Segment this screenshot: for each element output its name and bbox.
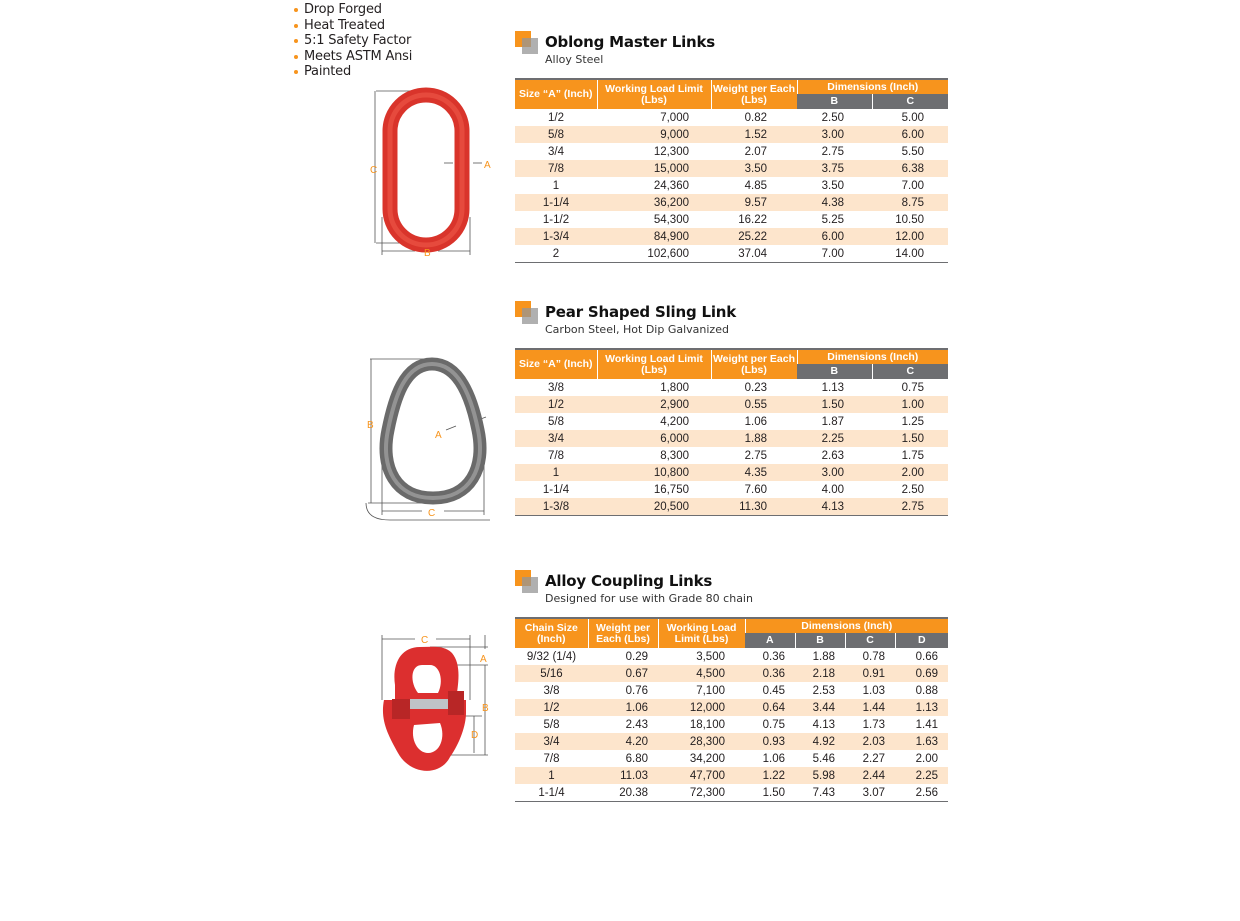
feature-text: Painted <box>304 64 352 79</box>
table-cell: 5/16 <box>515 665 588 682</box>
table-cell: 1.88 <box>711 430 797 447</box>
table-cell: 6.38 <box>872 160 948 177</box>
table-cell: 4,200 <box>660 415 689 428</box>
dim-label-c: C <box>370 165 378 176</box>
table-cell: 84,900 <box>597 228 711 245</box>
dim-label-b: B <box>482 703 489 714</box>
dim-label-a: A <box>480 654 487 665</box>
col-header-wll: Working Load Limit (Lbs) <box>597 79 711 109</box>
dim-label-c: C <box>421 635 429 646</box>
table-cell: 1,800 <box>660 381 689 394</box>
feature-item <box>292 2 412 18</box>
col-header-weight: Weight per Each (Lbs) <box>711 349 797 379</box>
feature-text: Meets ASTM Ansi <box>304 48 413 64</box>
table-cell: 2.75 <box>821 145 844 158</box>
table-cell: 7,000 <box>660 111 689 124</box>
table-cell: 1.63 <box>895 733 948 750</box>
table-cell: 12.00 <box>872 228 948 245</box>
table-cell: 5/8 <box>548 415 564 428</box>
table-row <box>515 160 948 177</box>
table-cell: 4.38 <box>797 194 872 211</box>
col-header-dimensions: Dimensions (Inch) <box>797 349 948 364</box>
feature-item <box>292 18 412 34</box>
section-title: Oblong Master Links <box>545 33 715 51</box>
spec-table <box>515 617 948 802</box>
table-cell: 2.07 <box>744 145 767 158</box>
table-cell: 0.69 <box>895 665 948 682</box>
col-header-d: D <box>895 633 948 648</box>
oblong-master-link-illustration <box>360 85 500 265</box>
table-cell: 2.03 <box>845 733 895 750</box>
table-cell: 1-1/4 <box>515 194 597 211</box>
table-cell: 1-1/4 <box>542 483 570 496</box>
table-cell: 3/8 <box>543 684 560 697</box>
table-cell: 7,100 <box>696 684 725 697</box>
col-header-size: Size “A” (Inch) <box>515 349 597 379</box>
table-cell: 2 <box>515 245 597 263</box>
table-cell: 0.66 <box>915 650 938 663</box>
table-cell: 3.00 <box>797 126 872 143</box>
table-row <box>515 379 948 396</box>
table-cell: 1.44 <box>845 699 895 716</box>
table-cell: 25.22 <box>711 228 797 245</box>
table-cell: 1/2 <box>548 111 564 124</box>
table-row <box>515 699 948 716</box>
feature-text: Drop Forged <box>304 2 382 17</box>
feature-text: 5:1 Safety Factor <box>304 33 412 48</box>
table-row <box>515 481 948 498</box>
table-cell: 12,000 <box>658 699 745 716</box>
table-cell: 3/8 <box>548 381 564 394</box>
bullet-icon <box>294 24 298 28</box>
table-cell: 0.91 <box>845 665 895 682</box>
table-cell: 0.93 <box>745 733 795 750</box>
coupling-link-illustration <box>370 625 500 795</box>
table-row <box>515 665 948 682</box>
pear-link-illustration <box>360 350 500 530</box>
table-cell: 15,000 <box>597 160 711 177</box>
table-cell: 1-1/2 <box>542 213 570 226</box>
pear-link-shape <box>386 364 480 498</box>
section-subtitle: Carbon Steel, Hot Dip Galvanized <box>545 323 729 336</box>
table-cell: 3,500 <box>696 650 725 663</box>
table-cell: 4.85 <box>744 179 767 192</box>
table-cell: 1.22 <box>745 767 795 784</box>
table-cell: 10.50 <box>895 213 924 226</box>
table-cell: 2.50 <box>901 483 924 496</box>
table-row <box>515 194 948 211</box>
table-cell: 1/2 <box>515 396 597 413</box>
table-cell: 11.30 <box>711 498 797 516</box>
bullet-icon <box>294 70 298 74</box>
table-cell: 2.50 <box>821 111 844 124</box>
table-cell: 0.23 <box>744 381 767 394</box>
table-cell: 37.04 <box>711 245 797 263</box>
feature-item <box>292 33 412 49</box>
table-row <box>515 447 948 464</box>
table-cell: 12,300 <box>653 145 689 158</box>
table-cell: 2.75 <box>872 498 948 516</box>
section-square-icon <box>515 31 539 55</box>
table-cell: 1-3/4 <box>515 228 597 245</box>
table-cell: 3/4 <box>548 145 564 158</box>
table-cell: 7/8 <box>515 160 597 177</box>
table-cell: 1.50 <box>797 396 872 413</box>
table-cell: 2.44 <box>845 767 895 784</box>
table-cell: 2.27 <box>862 752 885 765</box>
bullet-icon <box>294 8 298 12</box>
table-cell: 4.00 <box>821 483 844 496</box>
table-cell: 0.45 <box>762 684 785 697</box>
table-cell: 1.13 <box>895 699 948 716</box>
table-cell: 5.25 <box>821 213 844 226</box>
table-cell: 3.50 <box>711 160 797 177</box>
dim-label-b: B <box>424 248 431 259</box>
table-cell: 0.82 <box>744 111 767 124</box>
table-cell: 1 <box>515 767 588 784</box>
spec-table <box>515 348 948 516</box>
table-cell: 9/32 (1/4) <box>526 650 577 663</box>
table-cell: 5.00 <box>901 111 924 124</box>
table-cell: 1.50 <box>872 430 948 447</box>
table-cell: 4,500 <box>658 665 745 682</box>
table-cell: 2,900 <box>597 396 711 413</box>
section-square-icon <box>515 301 539 325</box>
table-cell: 0.88 <box>915 684 938 697</box>
table-cell: 6.00 <box>797 228 872 245</box>
table-cell: 54,300 <box>653 213 689 226</box>
table-row <box>515 733 948 750</box>
table-cell: 0.64 <box>745 699 795 716</box>
table-cell: 0.75 <box>762 718 785 731</box>
col-header-b: B <box>797 364 872 379</box>
dim-label-d: D <box>471 730 479 741</box>
col-header-weight: Weight per Each (Lbs) <box>588 618 658 648</box>
table-cell: 7.60 <box>744 483 767 496</box>
coupling-pin <box>410 699 448 709</box>
table-cell: 3.50 <box>821 179 844 192</box>
feature-list <box>292 2 412 80</box>
table-row <box>515 143 948 160</box>
table-cell: 7.43 <box>795 784 845 802</box>
bullet-icon <box>294 55 298 59</box>
table-cell: 4.35 <box>711 464 797 481</box>
table-cell: 5/8 <box>515 126 597 143</box>
table-cell: 1.41 <box>915 718 938 731</box>
table-row <box>515 177 948 194</box>
table-cell: 1.00 <box>872 396 948 413</box>
table-cell: 5.46 <box>812 752 835 765</box>
table-row <box>515 784 948 802</box>
col-header-b: B <box>797 94 872 109</box>
table-cell: 0.67 <box>588 665 658 682</box>
table-cell: 2.00 <box>915 752 938 765</box>
table-cell: 1.88 <box>812 650 835 663</box>
table-cell: 34,200 <box>689 752 725 765</box>
table-cell: 47,700 <box>658 767 745 784</box>
table-cell: 2.00 <box>872 464 948 481</box>
table-cell: 102,600 <box>597 245 711 263</box>
table-row <box>515 682 948 699</box>
table-row <box>515 245 948 263</box>
table-cell: 5/8 <box>543 718 560 731</box>
table-cell: 2.43 <box>625 718 648 731</box>
table-cell: 3.75 <box>797 160 872 177</box>
table-cell: 0.78 <box>862 650 885 663</box>
table-cell: 1-1/4 <box>515 784 588 802</box>
col-header-size: Size “A” (Inch) <box>515 79 597 109</box>
table-cell: 3/4 <box>515 430 597 447</box>
table-cell: 16,750 <box>653 483 689 496</box>
feature-item <box>292 49 412 65</box>
section-title: Alloy Coupling Links <box>545 572 713 590</box>
col-header-c: C <box>872 94 948 109</box>
dim-label-a: A <box>435 430 442 441</box>
dim-label-b: B <box>367 420 374 431</box>
table-cell: 5.98 <box>795 767 845 784</box>
table-row <box>515 750 948 767</box>
table-cell: 14.00 <box>872 245 948 263</box>
table-cell: 18,100 <box>689 718 725 731</box>
table-cell: 20.38 <box>588 784 658 802</box>
table-cell: 0.76 <box>625 684 648 697</box>
table-cell: 28,300 <box>658 733 745 750</box>
table-cell: 2.75 <box>744 449 767 462</box>
table-cell: 3.44 <box>795 699 845 716</box>
table-row <box>515 396 948 413</box>
col-header-weight: Weight per Each (Lbs) <box>711 79 797 109</box>
table-cell: 0.75 <box>901 381 924 394</box>
section-square-icon <box>515 570 539 594</box>
col-header-chain-size: Chain Size (Inch) <box>515 618 588 648</box>
col-header-b: B <box>795 633 845 648</box>
table-cell: 1 <box>515 464 597 481</box>
section-subtitle: Designed for use with Grade 80 chain <box>545 592 753 605</box>
table-cell: 7/8 <box>543 752 560 765</box>
table-cell: 0.36 <box>762 650 785 663</box>
table-cell: 2.63 <box>821 449 844 462</box>
table-row <box>515 716 948 733</box>
table-row <box>515 413 948 430</box>
oblong-link-shape <box>390 95 462 245</box>
table-cell: 1.06 <box>588 699 658 716</box>
table-cell: 2.25 <box>797 430 872 447</box>
col-header-wll: Working Load Limit (Lbs) <box>658 618 745 648</box>
table-body <box>515 379 948 516</box>
table-cell: 1.50 <box>745 784 795 802</box>
col-header-a: A <box>745 633 795 648</box>
feature-item <box>292 64 412 80</box>
table-cell: 0.36 <box>745 665 795 682</box>
table-row <box>515 211 948 228</box>
table-cell: 5.50 <box>901 145 924 158</box>
table-cell: 11.03 <box>588 767 658 784</box>
feature-text: Heat Treated <box>304 17 385 33</box>
table-cell: 9.57 <box>711 194 797 211</box>
dim-label-c: C <box>428 508 436 519</box>
table-row <box>515 126 948 143</box>
table-cell: 8,300 <box>660 449 689 462</box>
table-cell: 1.73 <box>862 718 885 731</box>
table-cell: 0.55 <box>711 396 797 413</box>
table-cell: 4.13 <box>797 498 872 516</box>
table-body <box>515 648 948 802</box>
spec-table <box>515 78 948 263</box>
bullet-icon <box>294 39 298 43</box>
table-cell: 3/4 <box>515 733 588 750</box>
dim-label-a: A <box>484 160 491 171</box>
table-cell: 6.00 <box>872 126 948 143</box>
col-header-dimensions: Dimensions (Inch) <box>797 79 948 94</box>
section-title: Pear Shaped Sling Link <box>545 303 737 321</box>
table-cell: 1 <box>552 179 560 192</box>
table-cell: 1.25 <box>901 415 924 428</box>
table-cell: 20,500 <box>597 498 711 516</box>
table-row <box>515 464 948 481</box>
table-row <box>515 430 948 447</box>
table-cell: 36,200 <box>597 194 711 211</box>
table-cell: 6,000 <box>597 430 711 447</box>
table-cell: 2.56 <box>895 784 948 802</box>
table-cell: 9,000 <box>597 126 711 143</box>
table-cell: 1.52 <box>711 126 797 143</box>
table-row <box>515 498 948 516</box>
table-cell: 24,360 <box>653 179 689 192</box>
table-body <box>515 109 948 263</box>
table-cell: 16.22 <box>738 213 767 226</box>
table-cell: 72,300 <box>658 784 745 802</box>
table-row <box>515 109 948 126</box>
table-cell: 2.25 <box>895 767 948 784</box>
table-row <box>515 767 948 784</box>
col-header-c: C <box>845 633 895 648</box>
table-cell: 8.75 <box>872 194 948 211</box>
table-cell: 3.07 <box>845 784 895 802</box>
col-header-wll: Working Load Limit (Lbs) <box>597 349 711 379</box>
table-cell: 4.20 <box>588 733 658 750</box>
table-cell: 2.18 <box>795 665 845 682</box>
table-cell: 7.00 <box>901 179 924 192</box>
table-cell: 1.06 <box>744 415 767 428</box>
table-cell: 4.92 <box>795 733 845 750</box>
table-row <box>515 228 948 245</box>
col-header-c: C <box>872 364 948 379</box>
table-cell: 1/2 <box>515 699 588 716</box>
table-cell: 2.53 <box>812 684 835 697</box>
table-cell: 1.75 <box>901 449 924 462</box>
table-cell: 3.00 <box>797 464 872 481</box>
table-cell: 7.00 <box>797 245 872 263</box>
table-row <box>515 648 948 665</box>
table-cell: 7/8 <box>548 449 564 462</box>
table-cell: 6.80 <box>625 752 648 765</box>
table-cell: 0.29 <box>625 650 648 663</box>
col-header-dimensions: Dimensions (Inch) <box>745 618 948 633</box>
section-subtitle: Alloy Steel <box>545 53 604 66</box>
table-cell: 1.87 <box>821 415 844 428</box>
table-cell: 1.13 <box>821 381 844 394</box>
table-cell: 1.06 <box>762 752 785 765</box>
table-cell: 4.13 <box>812 718 835 731</box>
table-cell: 1.03 <box>862 684 885 697</box>
table-cell: 1-3/8 <box>515 498 597 516</box>
table-cell: 10,800 <box>597 464 711 481</box>
